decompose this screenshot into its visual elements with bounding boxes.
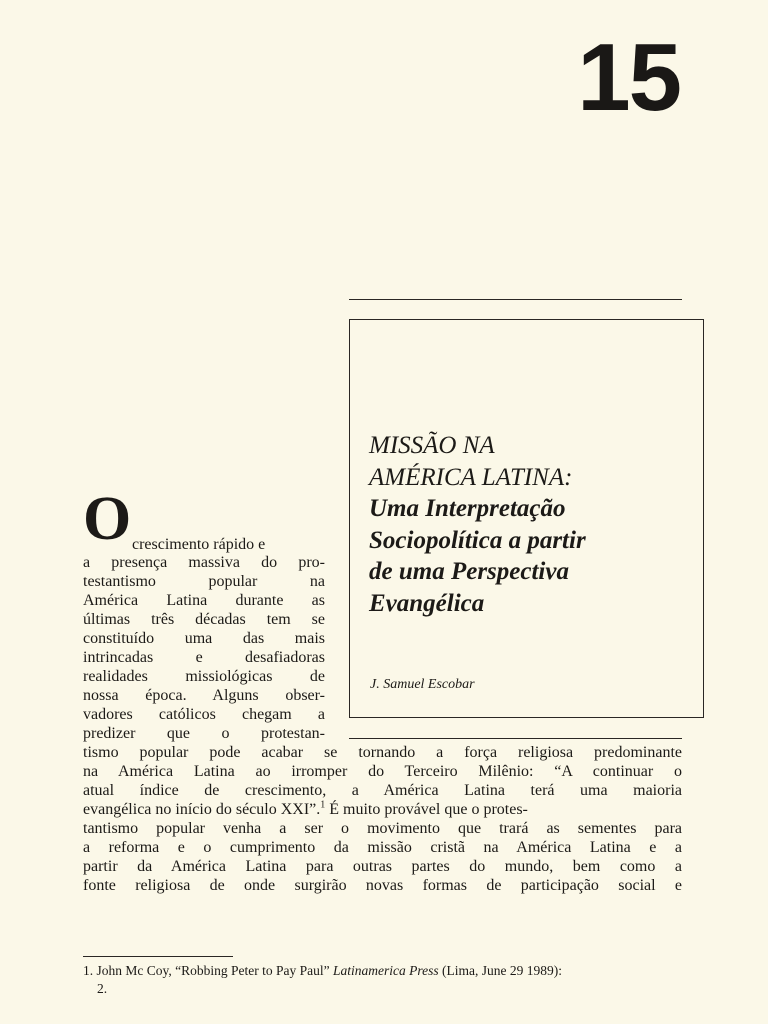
body-line: testantismo popular na [83, 573, 325, 590]
body-line: partir da América Latina para outras partes do mundo, bem como a [83, 858, 682, 875]
body-line: a presença massiva do pro- [83, 554, 325, 571]
body-line: predizer que o protestan- [83, 725, 325, 742]
title-rule-bottom [349, 738, 682, 739]
body-line: América Latina durante as [83, 592, 325, 609]
body-text: evangélica no início do século XXI”. [83, 801, 321, 818]
chapter-title [369, 430, 689, 619]
body-line: tantismo popular venha a ser o movimento que trará as sementes para [83, 820, 682, 837]
body-line: atual índice de crescimento, a América Latina terá uma maioria [83, 782, 682, 799]
body-line: intrincadas e desafiadoras [83, 649, 325, 666]
body-line: fonte religiosa de onde surgirão novas formas de participação social e [83, 877, 682, 894]
footnote-page: 2. [97, 981, 108, 996]
footnote-ref[interactable]: 1 [320, 799, 326, 811]
title-line: AMÉRICA LATINA: [369, 463, 573, 491]
body-line: crescimento rápido e [132, 536, 266, 553]
body-line: realidades missiológicas de [83, 668, 325, 685]
footnote-source: Latinamerica Press [332, 963, 439, 978]
body-line: nossa época. Alguns obser- [83, 687, 325, 704]
body-line: tismo popular pode acabar se tornando a força religiosa predominante [83, 744, 682, 761]
body-line: vadores católicos chegam a [83, 706, 325, 723]
drop-cap: O [83, 485, 132, 553]
body-line: constituído uma das mais [83, 630, 325, 647]
body-line: na América Latina ao irromper do Terceiro Milênio: “A continuar o [83, 763, 682, 780]
body-line: a reforma e o cumprimento da missão cristã na América Latina e a [83, 839, 682, 856]
title-line: Uma Interpretação [369, 495, 566, 522]
footnote-text: 1. John Mc Coy, “Robbing Peter to Pay Paul” [83, 963, 333, 978]
chapter-number: 15 [577, 24, 680, 131]
title-line: MISSÃO NA [369, 432, 495, 459]
title-line: de uma Perspectiva [369, 558, 569, 585]
footnote-rule [83, 956, 233, 957]
body-text: É muito provável que o protes- [325, 801, 528, 818]
footnote [83, 962, 562, 980]
title-line: Sociopolítica a partir [369, 526, 586, 554]
author-name: J. Samuel Escobar [370, 677, 475, 692]
body-line [83, 800, 528, 819]
footnote-text: (Lima, June 29 1989): [438, 963, 562, 978]
title-rule-top [349, 299, 682, 300]
title-line: Evangélica [369, 589, 485, 617]
body-line: últimas três décadas tem se [83, 611, 325, 628]
